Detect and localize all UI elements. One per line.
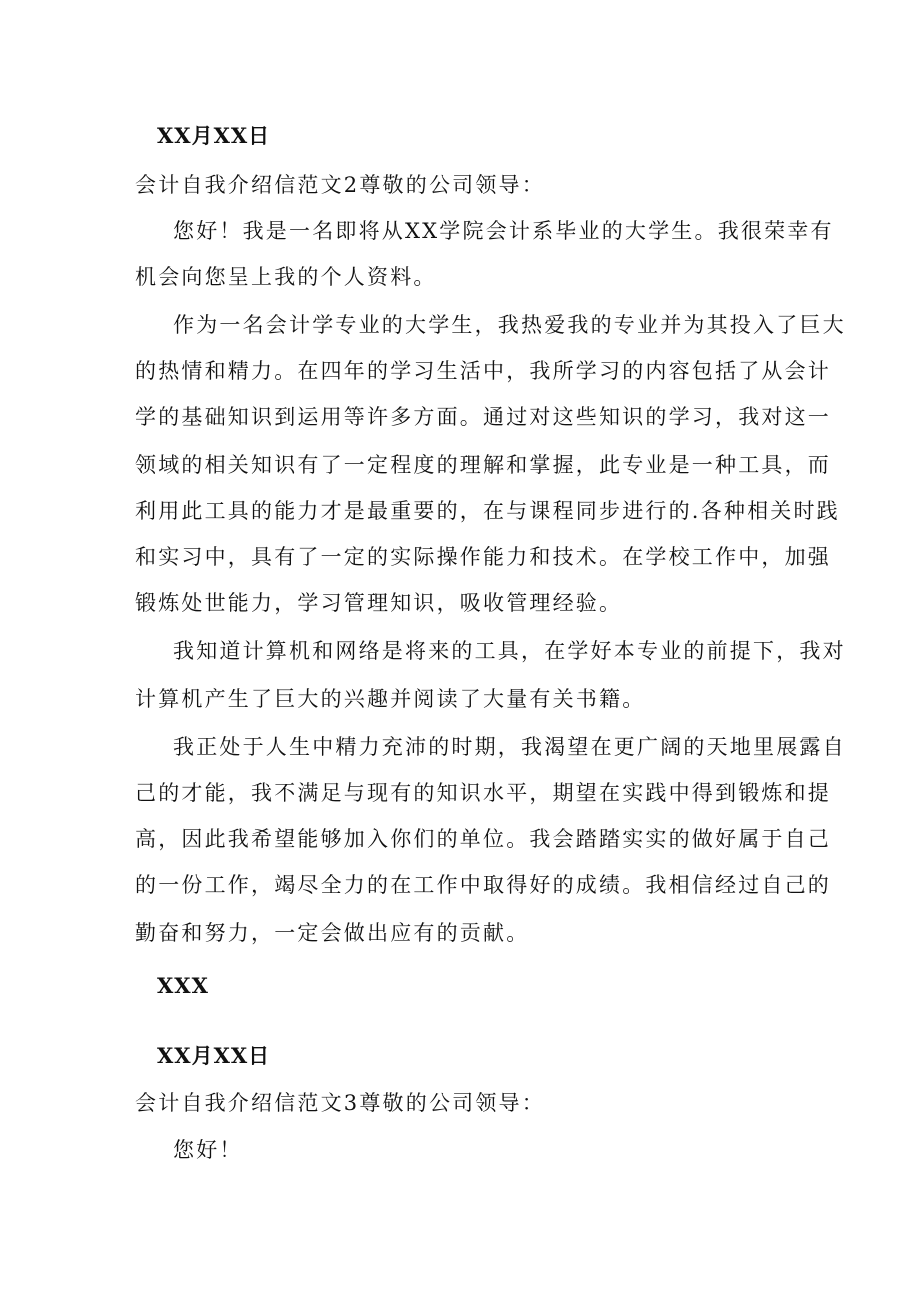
paragraph-line: 利用此工具的能力才是最重要的，在与课程同步进行的.各种相关时践 bbox=[135, 499, 840, 523]
section-heading: 会计自我介绍信范文3尊敬的公司领导： bbox=[135, 1091, 545, 1115]
paragraph-line: 您好！我是一名即将从XX学院会计系毕业的大学生。我很荣幸有 bbox=[173, 219, 834, 243]
paragraph-line: 己的才能，我不满足与现有的知识水平，期望在实践中得到锻炼和提 bbox=[135, 781, 831, 805]
greeting: 您好！ bbox=[173, 1138, 243, 1162]
section-heading: 会计自我介绍信范文2尊敬的公司领导： bbox=[135, 173, 545, 197]
paragraph-line: 的热情和精力。在四年的学习生活中，我所学习的内容包括了从会计 bbox=[135, 359, 831, 383]
paragraph-line: 学的基础知识到运用等许多方面。通过对这些知识的学习，我对这一 bbox=[135, 405, 831, 429]
paragraph-line: 机会向您呈上我的个人资料。 bbox=[135, 265, 437, 289]
paragraph-line: 高，因此我希望能够加入你们的单位。我会踏踏实实的做好属于自己 bbox=[135, 827, 831, 851]
paragraph-line: 勤奋和努力，一定会做出应有的贡献。 bbox=[135, 921, 530, 945]
paragraph-line: 作为一名会计学专业的大学生，我热爱我的专业并为其投入了巨大 bbox=[173, 313, 846, 337]
paragraph-line: 锻炼处世能力，学习管理知识，吸收管理经验。 bbox=[135, 591, 623, 615]
paragraph-line: 计算机产生了巨大的兴趣并阅读了大量有关书籍。 bbox=[135, 687, 646, 711]
paragraph-line: 的一份工作，竭尽全力的在工作中取得好的成绩。我相信经过自己的 bbox=[135, 873, 831, 897]
paragraph-line: 和实习中，具有了一定的实际操作能力和技术。在学校工作中，加强 bbox=[135, 545, 831, 569]
paragraph-line: 领域的相关知识有了一定程度的理解和掌握，此专业是一种工具，而 bbox=[135, 453, 831, 477]
date-line: XX月XX日 bbox=[157, 1043, 271, 1068]
signature: XXX bbox=[157, 973, 209, 998]
paragraph-line: 我知道计算机和网络是将来的工具，在学好本专业的前提下，我对 bbox=[173, 639, 846, 663]
paragraph-line: 我正处于人生中精力充沛的时期，我渴望在更广阔的天地里展露自 bbox=[173, 735, 846, 759]
date-line: XX月XX日 bbox=[157, 123, 271, 148]
